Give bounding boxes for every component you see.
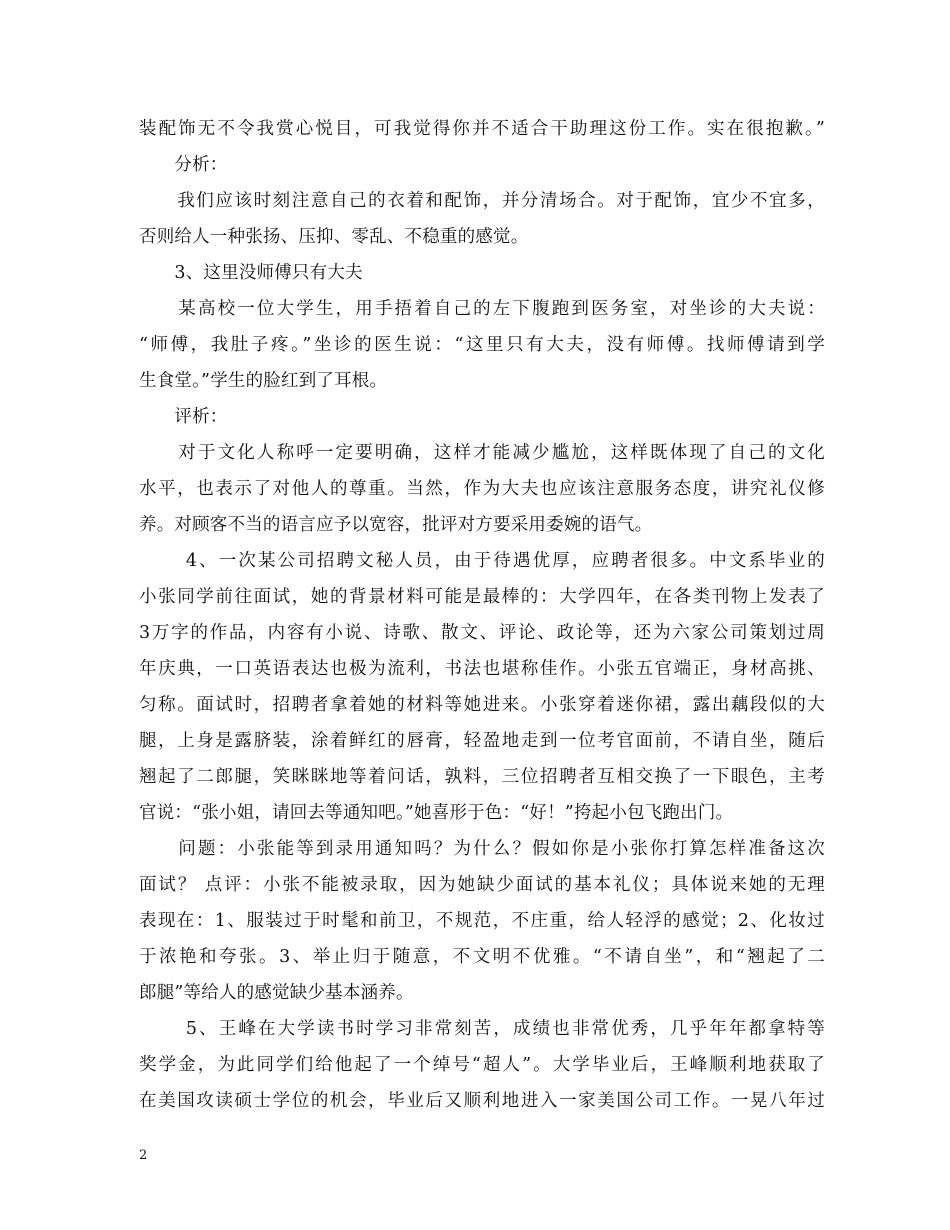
text-line: 评析： [139, 407, 228, 427]
text-line: 翘起了二郎腿，笑眯眯地等着问话，孰料，三位招聘者互相交换了一下眼色，主考 [139, 767, 825, 787]
text-line: 郎腿”等给人的感觉缺少基本涵养。 [139, 983, 414, 1003]
text-line: 表现在：1、服装过于时髦和前卫，不规范，不庄重，给人轻浮的感觉；2、化妆过 [139, 911, 825, 931]
text-line: 分析： [139, 155, 228, 175]
text-line: 于浓艳和夸张。3、举止归于随意，不文明不优雅。“不请自坐”，和“翘起了二 [139, 947, 825, 967]
section-heading: 3、这里没师傅只有大夫 [139, 263, 363, 283]
text-line: 对于文化人称呼一定要明确，这样才能减少尴尬，这样既体现了自己的文化 [139, 443, 825, 463]
page-number: 2 [139, 1148, 148, 1163]
text-line: 年庆典，一口英语表达也极为流利，书法也堪称佳作。小张五官端正，身材高挑、 [139, 659, 825, 679]
text-line: “师傅，我肚子疼。”坐诊的医生说：“这里只有大夫，没有师傅。找师傅请到学 [139, 335, 825, 355]
text-line: 在美国攻读硕士学位的机会，毕业后又顺利地进入一家美国公司工作。一晃八年过 [139, 1091, 825, 1111]
text-line: 水平，也表示了对他人的尊重。当然，作为大夫也应该注意服务态度，讲究礼仪修 [139, 479, 825, 499]
text-line: 我们应该时刻注意自己的衣着和配饰，并分清场合。对于配饰，宜少不宜多， [139, 191, 825, 211]
text-line: 小张同学前往面试，她的背景材料可能是最棒的：大学四年，在各类刊物上发表了 [139, 587, 825, 607]
text-line: 装配饰无不令我赏心悦目，可我觉得你并不适合干助理这份工作。实在很抱歉。” [139, 119, 825, 139]
text-line: 匀称。面试时，招聘者拿着她的材料等她进来。小张穿着迷你裙，露出藕段似的大 [139, 695, 825, 715]
text-line: 养。对顾客不当的语言应予以宽容，批评对方要采用委婉的语气。 [139, 515, 653, 535]
text-line: 4、一次某公司招聘文秘人员，由于待遇优厚，应聘者很多。中文系毕业的 [139, 551, 825, 571]
text-line: 3万字的作品，内容有小说、诗歌、散文、评论、政论等，还为六家公司策划过周 [139, 623, 825, 643]
text-line: 问题：小张能等到录用通知吗？为什么？假如你是小张你打算怎样准备这次 [139, 839, 825, 859]
text-line: 官说：“张小姐，请回去等通知吧。”她喜形于色：“好！”挎起小包飞跑出门。 [139, 803, 734, 823]
text-line: 生食堂。”学生的脸红到了耳根。 [139, 371, 388, 391]
text-line: 奖学金，为此同学们给他起了一个绰号“超人”。大学毕业后，王峰顺利地获取了 [139, 1055, 825, 1075]
text-line: 否则给人一种张扬、压抑、零乱、不稳重的感觉。 [139, 227, 529, 247]
text-line: 面试？ 点评：小张不能被录取，因为她缺少面试的基本礼仪；具体说来她的无理 [139, 875, 825, 895]
text-line: 5、王峰在大学读书时学习非常刻苦，成绩也非常优秀，几乎年年都拿特等 [139, 1019, 825, 1039]
text-line: 某高校一位大学生，用手捂着自己的左下腹跑到医务室，对坐诊的大夫说： [139, 299, 825, 319]
text-line: 腿，上身是露脐装，涂着鲜红的唇膏，轻盈地走到一位考官面前，不请自坐，随后 [139, 731, 825, 751]
